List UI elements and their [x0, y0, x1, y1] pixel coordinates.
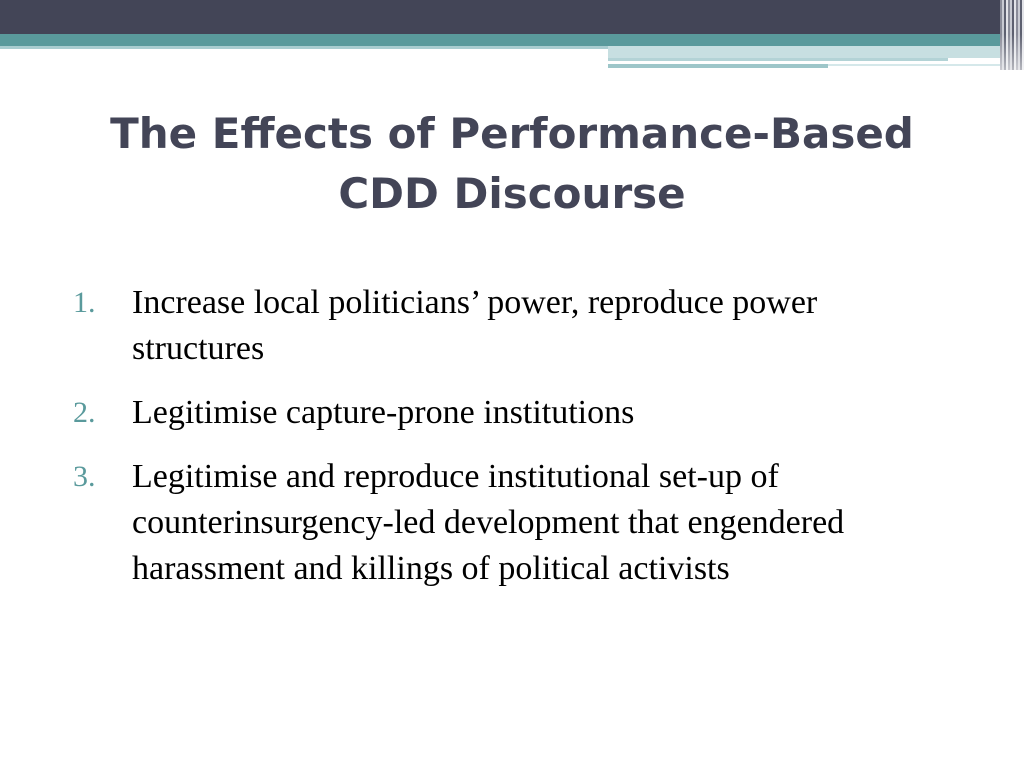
header-band-teal-light [0, 46, 608, 49]
list-item-number: 3. [73, 460, 96, 493]
list-item-text: Legitimise capture-prone institutions [132, 394, 635, 431]
header-stripes-fade [1000, 34, 1024, 70]
list-item-number: 1. [73, 286, 96, 319]
list-item [70, 454, 950, 592]
header-band-line [608, 64, 828, 68]
list-item-number: 2. [73, 396, 96, 429]
numbered-list [70, 280, 950, 610]
list-item [70, 390, 950, 436]
header-band-dark [0, 0, 1024, 34]
slide-title-line-1: The Effects of Performance-Based [110, 109, 914, 158]
header-band-block [608, 46, 1000, 58]
list-item-text: Increase local politicians’ power, reproduce power structures [132, 284, 818, 367]
list-item-text: Legitimise and reproduce institutional set-up of counterinsurgency-led development that engendered harassment and killings of political activists [132, 458, 845, 587]
header-band-line [608, 58, 948, 61]
slide-title-line-2: CDD Discourse [338, 169, 686, 218]
slide-title [70, 104, 954, 224]
list-item [70, 280, 950, 372]
header-band-line [828, 64, 1000, 66]
header-band-teal [0, 34, 1000, 46]
